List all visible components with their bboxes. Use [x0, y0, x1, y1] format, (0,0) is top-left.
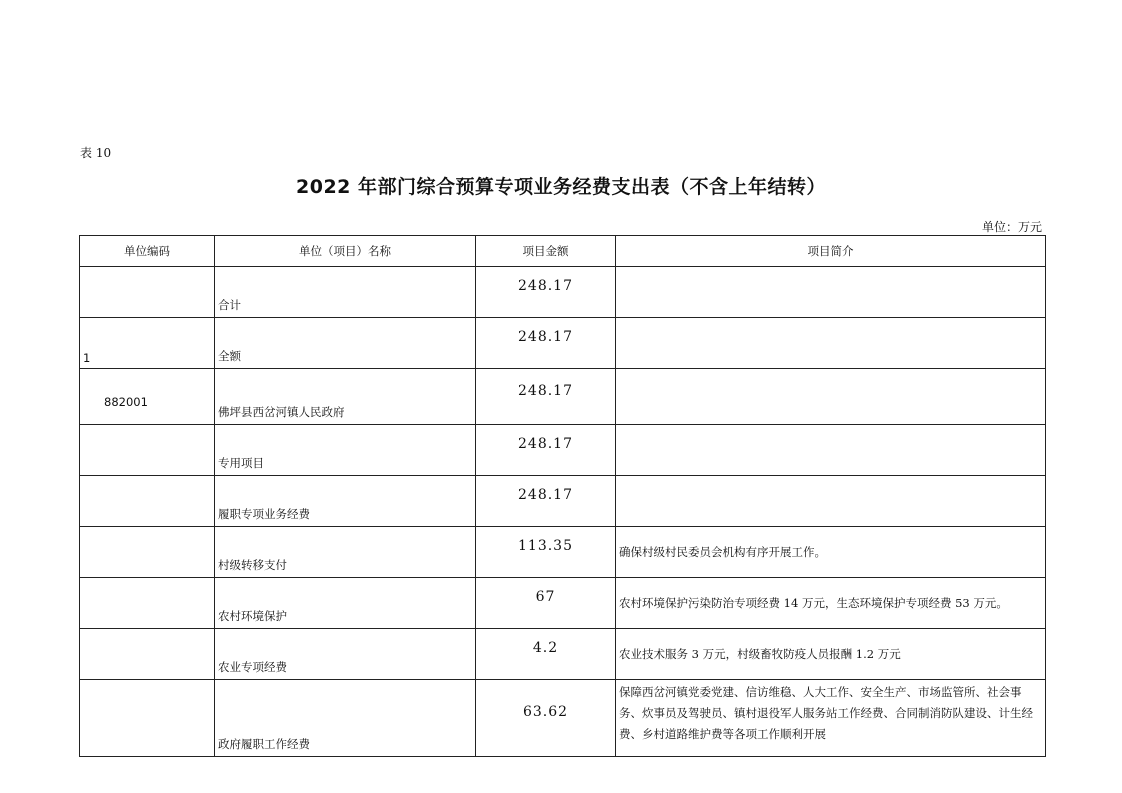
cell-amount: 248.17: [476, 425, 616, 476]
table-row: [80, 318, 1046, 369]
cell-code: [80, 476, 215, 527]
cell-code: [80, 629, 215, 680]
column-header-code: 单位编码: [80, 236, 215, 267]
cell-description: 农村环境保护污染防治专项经费 14 万元，生态环境保护专项经费 53 万元。: [616, 578, 1046, 629]
cell-name: 全额: [215, 318, 476, 369]
page-title: 2022 年部门综合预算专项业务经费支出表（不含上年结转）: [296, 176, 826, 198]
table-row: [80, 578, 1046, 629]
cell-code: [80, 578, 215, 629]
cell-name: 履职专项业务经费: [215, 476, 476, 527]
table-row: [80, 680, 1046, 757]
unit-label: 单位：万元: [981, 220, 1042, 234]
cell-name: 农业专项经费: [215, 629, 476, 680]
cell-amount: 4.2: [476, 629, 616, 680]
cell-amount: 248.17: [476, 369, 616, 425]
table-number: 表 10: [80, 146, 112, 160]
budget-table: [79, 235, 1046, 757]
cell-name: 政府履职工作经费: [215, 680, 476, 757]
cell-amount: 248.17: [476, 267, 616, 318]
cell-amount: 248.17: [476, 476, 616, 527]
cell-code: [80, 425, 215, 476]
table-row: [80, 629, 1046, 680]
cell-code: [80, 680, 215, 757]
cell-name: 佛坪县西岔河镇人民政府: [215, 369, 476, 425]
cell-description: 农业技术服务 3 万元，村级畜牧防疫人员报酬 1.2 万元: [616, 629, 1046, 680]
cell-code: 882001: [80, 369, 215, 425]
table-row: [80, 267, 1046, 318]
column-header-amount: 项目金额: [476, 236, 616, 267]
cell-description: 确保村级村民委员会机构有序开展工作。: [616, 527, 1046, 578]
column-header-name: 单位（项目）名称: [215, 236, 476, 267]
cell-name: 农村环境保护: [215, 578, 476, 629]
table-row: [80, 476, 1046, 527]
table-header-row: [80, 236, 1046, 267]
table-row: [80, 369, 1046, 425]
cell-description: [616, 369, 1046, 425]
cell-description: [616, 267, 1046, 318]
cell-code: 1: [80, 318, 215, 369]
cell-description: [616, 425, 1046, 476]
cell-amount: 63.62: [476, 680, 616, 757]
cell-code: [80, 527, 215, 578]
table-row: [80, 527, 1046, 578]
cell-amount: 67: [476, 578, 616, 629]
cell-description: [616, 318, 1046, 369]
cell-description: 保障西岔河镇党委党建、信访维稳、人大工作、安全生产、市场监管所、社会事务、炊事员及驾驶员、镇村退役军人服务站工作经费、合同制消防队建设、计生经费、乡村道路维护费等各项工作顺利开展: [616, 680, 1046, 757]
cell-code: [80, 267, 215, 318]
cell-amount: 248.17: [476, 318, 616, 369]
cell-name: 合计: [215, 267, 476, 318]
table-row: [80, 425, 1046, 476]
cell-name: 村级转移支付: [215, 527, 476, 578]
cell-description: [616, 476, 1046, 527]
cell-amount: 113.35: [476, 527, 616, 578]
cell-name: 专用项目: [215, 425, 476, 476]
column-header-description: 项目简介: [616, 236, 1046, 267]
